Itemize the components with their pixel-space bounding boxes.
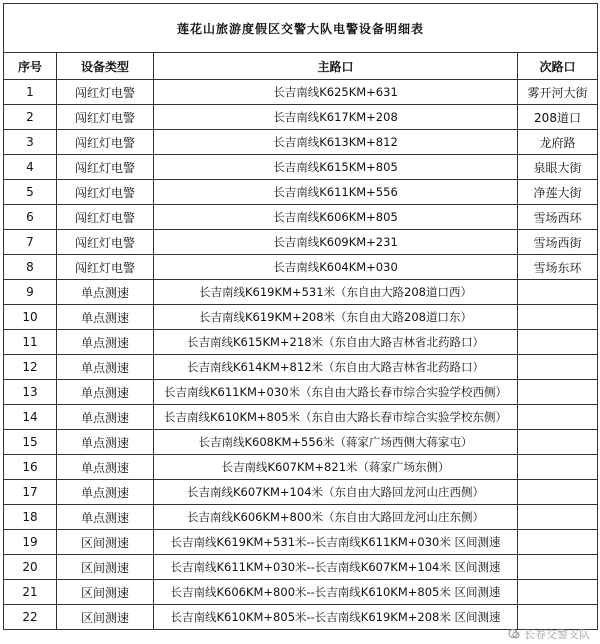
cell-device-type: 单点测速 [57,330,154,355]
cell-seq: 17 [4,480,57,505]
cell-device-type: 闯红灯电警 [57,155,154,180]
cell-main-intersection: 长吉南线K625KM+631 [154,80,518,105]
cell-secondary-intersection: 雪场西街 [518,230,598,255]
cell-device-type: 闯红灯电警 [57,230,154,255]
cell-secondary-intersection [518,280,598,305]
cell-secondary-intersection [518,405,598,430]
cell-seq: 10 [4,305,57,330]
cell-seq: 13 [4,380,57,405]
cell-secondary-intersection: 净莲大街 [518,180,598,205]
cell-seq: 16 [4,455,57,480]
cell-secondary-intersection [518,580,598,605]
cell-device-type: 单点测速 [57,430,154,455]
cell-seq: 8 [4,255,57,280]
table-row [4,405,598,430]
cell-device-type: 区间测速 [57,555,154,580]
cell-main-intersection: 长吉南线K609KM+231 [154,230,518,255]
table-row [4,305,598,330]
cell-device-type: 闯红灯电警 [57,105,154,130]
cell-secondary-intersection [518,530,598,555]
cell-seq: 1 [4,80,57,105]
table-row [4,480,598,505]
cell-seq: 18 [4,505,57,530]
header-device-type: 设备类型 [57,53,154,80]
table-row [4,430,598,455]
cell-secondary-intersection: 龙府路 [518,130,598,155]
cell-seq: 7 [4,230,57,255]
table-row [4,255,598,280]
cell-device-type: 单点测速 [57,505,154,530]
header-main-intersection: 主路口 [154,53,518,80]
cell-main-intersection: 长吉南线K610KM+805米（东自由大路长春市综合实验学校东侧） [154,405,518,430]
table-row [4,230,598,255]
cell-device-type: 闯红灯电警 [57,80,154,105]
cell-seq: 21 [4,580,57,605]
cell-secondary-intersection [518,380,598,405]
cell-secondary-intersection: 雪场东环 [518,255,598,280]
table-row [4,155,598,180]
wechat-icon [508,628,520,640]
table-row [4,205,598,230]
cell-main-intersection: 长吉南线K611KM+030米（东自由大路长春市综合实验学校西侧） [154,380,518,405]
cell-secondary-intersection [518,305,598,330]
cell-secondary-intersection [518,430,598,455]
cell-device-type: 单点测速 [57,480,154,505]
cell-main-intersection: 长吉南线K619KM+208米（东自由大路208道口东） [154,305,518,330]
cell-device-type: 区间测速 [57,530,154,555]
cell-secondary-intersection [518,455,598,480]
cell-secondary-intersection: 雾开河大街 [518,80,598,105]
cell-main-intersection: 长吉南线K607KM+821米（蒋家广场东侧） [154,455,518,480]
cell-device-type: 闯红灯电警 [57,205,154,230]
cell-seq: 2 [4,105,57,130]
equipment-table [3,3,598,630]
cell-seq: 5 [4,180,57,205]
cell-seq: 14 [4,405,57,430]
cell-main-intersection: 长吉南线K619KM+531米--长吉南线K611KM+030米 区间测速 [154,530,518,555]
cell-seq: 20 [4,555,57,580]
cell-device-type: 闯红灯电警 [57,130,154,155]
table-body [4,80,598,630]
cell-device-type: 单点测速 [57,380,154,405]
cell-main-intersection: 长吉南线K617KM+208 [154,105,518,130]
table-row [4,355,598,380]
cell-secondary-intersection: 208道口 [518,105,598,130]
table-row [4,530,598,555]
cell-main-intersection: 长吉南线K614KM+812米（东自由大路吉林省北药路口） [154,355,518,380]
cell-main-intersection: 长吉南线K619KM+531米（东自由大路208道口西） [154,280,518,305]
cell-main-intersection: 长吉南线K611KM+556 [154,180,518,205]
table-row [4,280,598,305]
cell-secondary-intersection [518,330,598,355]
cell-main-intersection: 长吉南线K606KM+800米（东自由大路回龙河山庄东侧） [154,505,518,530]
cell-device-type: 区间测速 [57,605,154,630]
header-seq: 序号 [4,53,57,80]
cell-secondary-intersection [518,555,598,580]
cell-main-intersection: 长吉南线K607KM+104米（东自由大路回龙河山庄西侧） [154,480,518,505]
cell-device-type: 单点测速 [57,405,154,430]
cell-seq: 3 [4,130,57,155]
cell-device-type: 闯红灯电警 [57,255,154,280]
table-row [4,555,598,580]
table-row [4,105,598,130]
watermark [508,626,590,642]
cell-device-type: 闯红灯电警 [57,180,154,205]
cell-seq: 19 [4,530,57,555]
cell-seq: 12 [4,355,57,380]
cell-seq: 15 [4,430,57,455]
cell-secondary-intersection [518,480,598,505]
cell-device-type: 单点测速 [57,280,154,305]
cell-device-type: 单点测速 [57,455,154,480]
cell-seq: 9 [4,280,57,305]
table-row [4,505,598,530]
table-row [4,180,598,205]
cell-device-type: 单点测速 [57,305,154,330]
cell-device-type: 单点测速 [57,355,154,380]
cell-main-intersection: 长吉南线K606KM+800米--长吉南线K610KM+805米 区间测速 [154,580,518,605]
cell-seq: 22 [4,605,57,630]
cell-secondary-intersection: 泉眼大街 [518,155,598,180]
cell-main-intersection: 长吉南线K608KM+556米（蒋家广场西侧大蒋家屯） [154,430,518,455]
cell-secondary-intersection [518,355,598,380]
table-row [4,130,598,155]
table-row [4,580,598,605]
cell-device-type: 区间测速 [57,580,154,605]
cell-seq: 4 [4,155,57,180]
cell-main-intersection: 长吉南线K610KM+805米--长吉南线K619KM+208米 区间测速 [154,605,518,630]
cell-main-intersection: 长吉南线K604KM+030 [154,255,518,280]
table-row [4,455,598,480]
cell-secondary-intersection [518,505,598,530]
cell-main-intersection: 长吉南线K606KM+805 [154,205,518,230]
cell-seq: 6 [4,205,57,230]
watermark-text: 长春交警支队 [524,628,590,641]
cell-main-intersection: 长吉南线K615KM+805 [154,155,518,180]
cell-seq: 11 [4,330,57,355]
table-row [4,380,598,405]
cell-secondary-intersection: 雪场西环 [518,205,598,230]
page-title: 莲花山旅游度假区交警大队电警设备明细表 [4,4,598,53]
table-row [4,330,598,355]
cell-main-intersection: 长吉南线K611KM+030米--长吉南线K607KM+104米 区间测速 [154,555,518,580]
table-row [4,80,598,105]
cell-main-intersection: 长吉南线K615KM+218米（东自由大路吉林省北药路口） [154,330,518,355]
cell-main-intersection: 长吉南线K613KM+812 [154,130,518,155]
header-secondary-intersection: 次路口 [518,53,598,80]
